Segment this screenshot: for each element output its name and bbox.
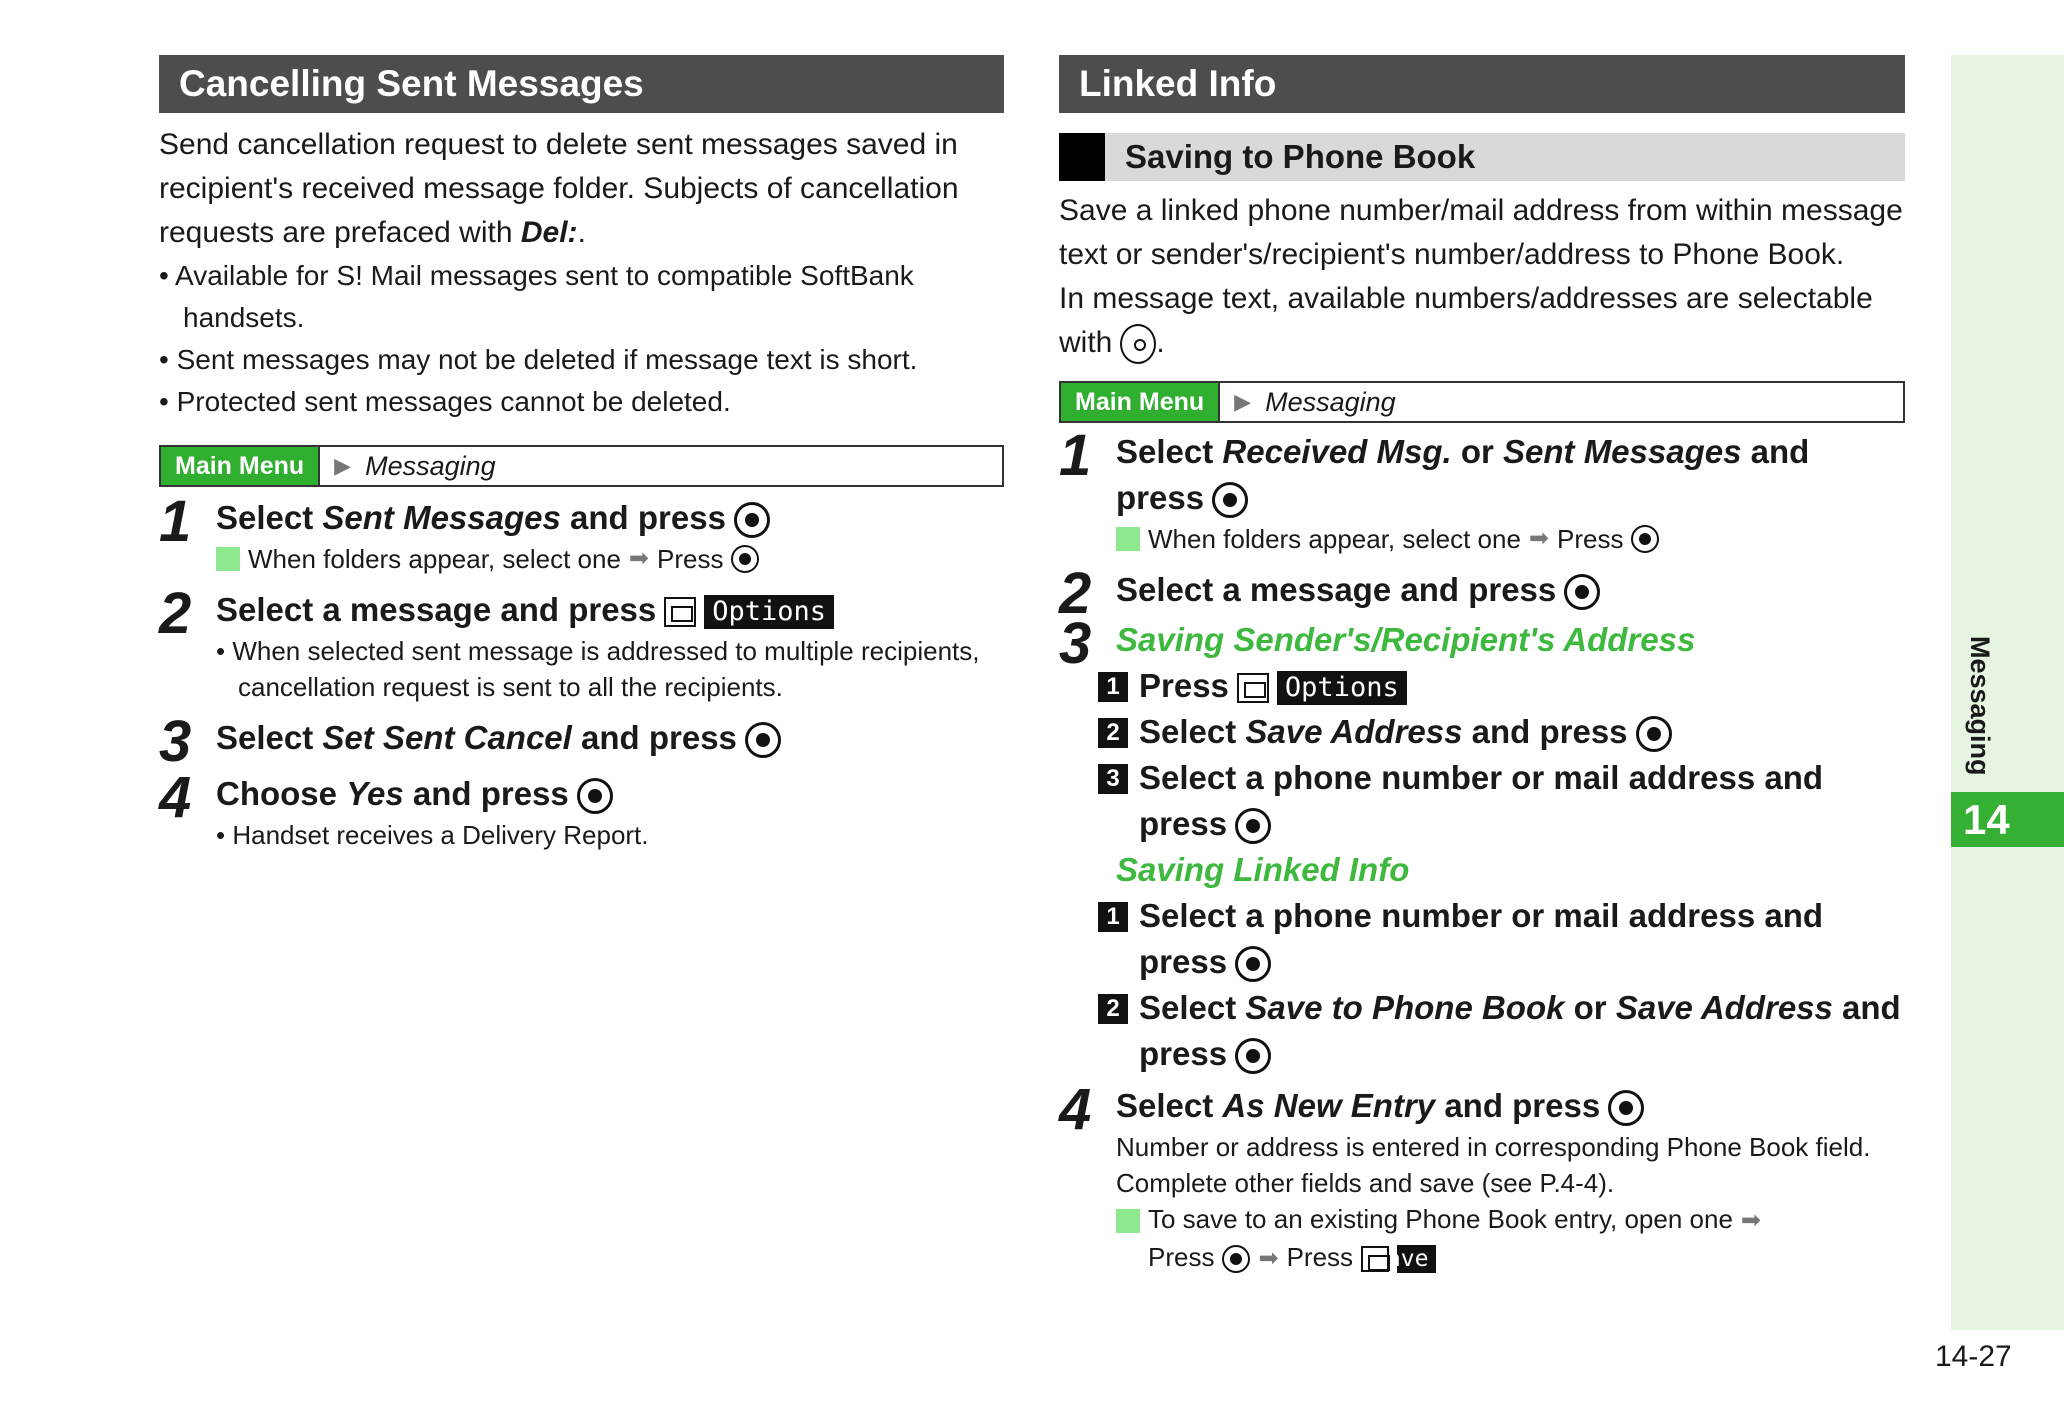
center-key-icon: [1212, 482, 1248, 518]
arrow-right-icon: ➡: [1258, 1245, 1279, 1272]
step-number: 4: [1059, 1077, 1092, 1142]
main-menu-label: Main Menu: [1061, 383, 1220, 421]
tip-marker-icon: [216, 547, 240, 571]
center-key-icon: [1235, 1038, 1271, 1074]
yahoo-key-icon: [1361, 1246, 1389, 1272]
step-3: [1059, 611, 1905, 676]
bullet-item: • Sent messages may not be deleted if message text is short.: [159, 344, 918, 375]
step-3: 3 Select Set Sent Cancel and press: [159, 715, 1004, 761]
play-arrow-icon: ▶: [1234, 389, 1252, 414]
center-key-icon: [1636, 716, 1672, 752]
step-1: 1 Select Received Msg. or Sent Messages and press When folders appear, select one ➡ Press: [1059, 429, 1905, 557]
step-1: 1 Select Sent Messages and press When folders appear, select one ➡ Press: [159, 495, 1004, 577]
step-heading: Saving Sender's/Recipient's Address: [1116, 621, 1696, 658]
step-4: 4 Select As New Entry and press Number or address is entered in corresponding Phone Book field. Complete other fields and save (see P.4-4). To save to an existing Phone Book entry, open one ➡ Press ➡ Press Save: [1059, 1077, 1871, 1273]
chapter-label: Messaging: [1965, 636, 1995, 776]
step-number: 1: [159, 489, 192, 554]
step-4: 4 Choose Yes and press • Handset receives a Delivery Report.: [159, 765, 649, 850]
center-key-icon: [1564, 574, 1600, 610]
left-column: [159, 55, 1004, 853]
tip-marker-icon: [1116, 527, 1140, 551]
menu-path: [1059, 381, 1905, 423]
center-key-icon: [745, 722, 781, 758]
substep: 1 Select a phone number or mail address and press: [1059, 893, 1905, 985]
arrow-right-icon: ➡: [628, 545, 650, 572]
mail-key-icon: [664, 597, 696, 627]
center-key-icon: [1608, 1090, 1644, 1126]
navigation-key-icon: [1120, 324, 1156, 364]
step-number: 4: [159, 765, 192, 830]
bullet-item: • Available for S! Mail messages sent to compatible SoftBank handsets.: [159, 260, 914, 333]
menu-path: [159, 445, 1004, 487]
center-key-icon: [1222, 1245, 1250, 1273]
section-title-linked-info: Linked Info: [1059, 55, 1905, 113]
step-number: 1: [1059, 423, 1092, 488]
substep: 3 Select a phone number or mail address and press: [1059, 755, 1905, 847]
subsection-title: Saving to Phone Book: [1059, 133, 1905, 181]
step-heading: Saving Linked Info: [1116, 851, 1410, 888]
center-key-icon: [1235, 946, 1271, 982]
center-key-icon: [577, 778, 613, 814]
center-key-icon: [734, 502, 770, 538]
save-softkey: Save: [1397, 1245, 1436, 1273]
center-key-icon: [1631, 525, 1659, 553]
main-menu-label: Main Menu: [161, 447, 320, 485]
menu-crumb: Messaging: [365, 450, 496, 481]
step-number: 2: [1059, 561, 1092, 626]
center-key-icon: [731, 545, 759, 573]
section-title-cancelling: Cancelling Sent Messages: [159, 55, 1004, 113]
play-arrow-icon: ▶: [334, 453, 352, 478]
menu-crumb: Messaging: [1265, 386, 1396, 417]
mail-key-icon: [1237, 673, 1269, 703]
chapter-number: 14: [1951, 792, 2064, 847]
right-intro: Save a linked phone number/mail address from within message text or sender's/recipient's number/address to Phone Book. In message text, available numbers/addresses are selectable with .: [1059, 189, 1905, 365]
step-number: 3: [159, 709, 192, 774]
options-softkey: Options: [704, 595, 834, 629]
bullet-item: • Protected sent messages cannot be deleted.: [159, 386, 731, 417]
step-2: 2 Select a message and press: [1059, 567, 1905, 613]
arrow-right-icon: ➡: [1528, 525, 1550, 552]
step-number: 2: [159, 581, 192, 646]
substep: 2 Select Save to Phone Book or Save Address and press: [1059, 985, 1905, 1077]
right-column: [1059, 55, 1905, 1277]
options-softkey: Options: [1277, 671, 1407, 705]
step-2: 2 Select a message and press Options • When selected sent message is addressed to multiple recipients, cancellation request is sent to all the recipients.: [159, 581, 980, 702]
del-prefix: Del:: [520, 216, 578, 249]
step-number: 3: [1059, 611, 1092, 676]
center-key-icon: [1235, 808, 1271, 844]
tip-marker-icon: [1116, 1209, 1140, 1233]
substep: 2 Select Save Address and press: [1059, 709, 1905, 755]
page-number: 14-27: [1935, 1340, 2012, 1373]
left-intro: Send cancellation request to delete sent messages saved in recipient's received message folder. Subjects of cancellation requests are prefaced with Del:.: [159, 128, 959, 249]
substep: 1 Press Options: [1059, 663, 1905, 709]
arrow-right-icon: ➡: [1740, 1207, 1762, 1234]
section-marker-icon: [1059, 133, 1105, 181]
